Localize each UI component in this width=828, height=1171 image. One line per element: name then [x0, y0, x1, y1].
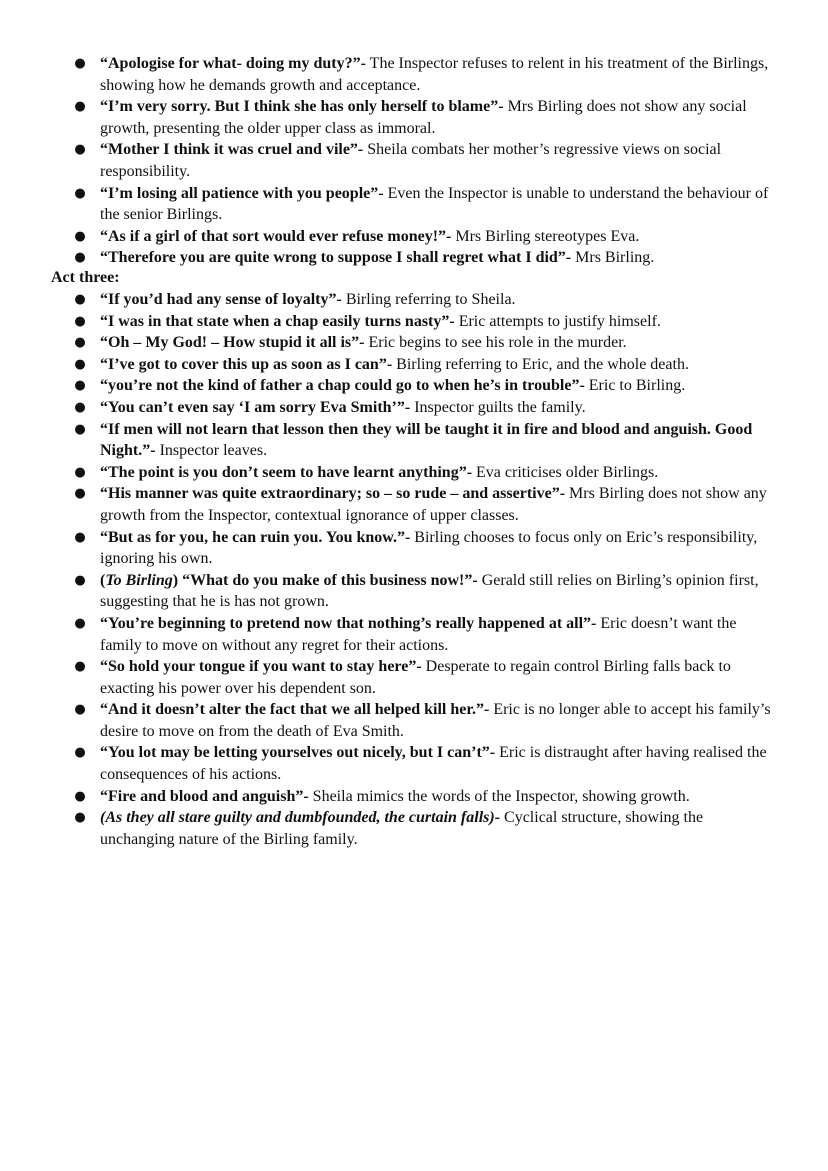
quote-text: “Apologise for what- doing my duty?”- [100, 55, 366, 72]
list-item [0, 699, 776, 742]
list-item [0, 742, 776, 785]
bullet-icon: ● [74, 250, 86, 266]
quote-text: “Therefore you are quite wrong to suppose I shall regret what I did”- [100, 249, 572, 267]
quote-text: “I’m very sorry. But I think she has only herself to blame”- [100, 98, 504, 116]
list-item [0, 247, 776, 269]
list-item [0, 613, 776, 656]
quote-text: “His manner was quite extraordinary; so – so rude – and assertive”- [100, 485, 566, 503]
act-three-quote-list [0, 289, 828, 850]
bullet-icon: ● [74, 185, 86, 201]
quote-text: “You lot may be letting yourselves out nicely, but I can’t”- [100, 744, 496, 762]
bullet-icon: ● [74, 292, 86, 307]
bullet-icon: ● [74, 399, 86, 415]
bullet-icon: ● [74, 142, 86, 158]
list-item [0, 656, 776, 699]
list-item [0, 419, 776, 462]
bullet-icon: ● [74, 313, 86, 329]
bullet-icon: ● [74, 56, 86, 71]
quote-text: “I’m losing all patience with you people”- [100, 184, 384, 202]
analysis-text: The Inspector refuses to relent in his treatment of the Birlings, showing how he demands growth and acceptance. [100, 55, 769, 94]
analysis-text: Mrs Birling does not show any social growth, presenting the older upper class as immoral. [100, 98, 747, 137]
stage-direction: To Birling [105, 571, 173, 589]
bullet-icon: ● [74, 464, 86, 480]
list-item [0, 289, 776, 311]
bullet-icon: ● [74, 745, 86, 761]
act-two-quote-list [0, 53, 828, 269]
bullet-icon: ● [74, 99, 86, 115]
list-item [0, 139, 776, 182]
analysis-text: Eric doesn’t want the family to move on without any regret for their actions. [100, 614, 737, 654]
analysis-text: Eric is distraught after having realised the consequences of his actions. [100, 744, 767, 784]
bullet-icon: ● [74, 486, 86, 502]
list-item [0, 483, 776, 526]
analysis-text: Even the Inspector is unable to understand the behaviour of the senior Birlings. [100, 184, 769, 224]
analysis-text: Inspector leaves. [155, 442, 268, 460]
quote-text: “And it doesn’t alter the fact that we all helped kill her.”- [100, 701, 490, 719]
quote-text: “If you’d had any sense of loyalty”- [100, 291, 342, 308]
list-item [0, 397, 776, 419]
analysis-text: Birling referring to Eric, and the whole death. [392, 355, 689, 373]
analysis-text: Eric to Birling. [584, 377, 686, 395]
bullet-icon: ● [74, 659, 86, 675]
quote-text: “The point is you don’t seem to have learnt anything”- [100, 463, 473, 481]
bullet-icon: ● [74, 529, 86, 545]
analysis-text: Eva criticises older Birlings. [472, 463, 659, 481]
bullet-icon: ● [74, 421, 86, 437]
analysis-text: Eric is no longer able to accept his family’s desire to move on from the death of Eva Smith. [100, 701, 771, 740]
quote-text: “But as for you, he can ruin you. You know.”- [100, 528, 411, 546]
analysis-text: Desperate to regain control Birling falls back to exacting his power over his dependent son. [100, 658, 731, 697]
list-item [0, 375, 776, 397]
analysis-text: Eric begins to see his role in the murder. [364, 334, 627, 352]
analysis-text: Birling chooses to focus only on Eric’s responsibility, ignoring his own. [100, 528, 758, 568]
list-item [0, 462, 776, 484]
stage-direction: (As they all stare guilty and dumbfounded, the curtain falls)- [100, 809, 501, 827]
analysis-text: Gerald still relies on Birling’s opinion first, suggesting that he is has not grown. [100, 571, 759, 611]
bullet-icon: ● [74, 378, 86, 394]
quote-text: “You’re beginning to pretend now that nothing’s really happened at all”- [100, 614, 597, 632]
list-item [0, 53, 776, 96]
analysis-text: Mrs Birling stereotypes Eva. [451, 227, 640, 245]
analysis-text: Mrs Birling does not show any growth from the Inspector, contextual ignorance of upper classes. [100, 485, 767, 524]
stage-close-paren: ) [172, 571, 183, 589]
list-item [0, 183, 776, 226]
bullet-icon: ● [74, 356, 86, 372]
bullet-icon: ● [74, 572, 86, 588]
list-item [0, 354, 776, 376]
analysis-text: Sheila mimics the words of the Inspector, showing growth. [308, 787, 690, 805]
bullet-icon: ● [74, 335, 86, 351]
bullet-icon: ● [74, 702, 86, 718]
analysis-text: Inspector guilts the family. [410, 398, 586, 416]
quote-text: “Oh – My God! – How stupid it all is”- [100, 334, 365, 352]
quote-text: “You can’t even say ‘I am sorry Eva Smith’”- [100, 398, 411, 416]
list-item [0, 527, 776, 570]
quote-text: “you’re not the kind of father a chap could go to when he’s in trouble”- [100, 377, 585, 395]
analysis-text: Birling referring to Sheila. [341, 291, 516, 308]
bullet-icon: ● [74, 788, 86, 804]
quote-text: “I was in that state when a chap easily turns nasty”- [100, 312, 455, 330]
list-item [0, 311, 776, 333]
list-item [0, 807, 776, 850]
analysis-text: Mrs Birling. [571, 249, 655, 267]
analysis-text: Cyclical structure, showing the unchanging nature of the Birling family. [100, 809, 704, 848]
act-three-heading: Act three: [51, 269, 120, 286]
quote-text: “What do you make of this business now!”- [182, 571, 478, 589]
quote-text: “So hold your tongue if you want to stay here”- [100, 658, 422, 676]
bullet-icon: ● [74, 615, 86, 631]
quote-text: “I’ve got to cover this up as soon as I can”- [100, 355, 393, 373]
quote-text: “If men will not learn that lesson then they will be taught it in fire and blood and anguish. Good Night.”- [100, 420, 753, 460]
list-item [0, 96, 776, 139]
quote-text: “Fire and blood and anguish”- [100, 787, 309, 805]
quote-text: “As if a girl of that sort would ever refuse money!”- [100, 227, 452, 245]
bullet-icon: ● [74, 810, 86, 826]
bullet-icon: ● [74, 228, 86, 244]
analysis-text: Sheila combats her mother’s regressive views on social responsibility. [100, 141, 722, 180]
stage-open-paren: ( [100, 571, 106, 589]
list-item [0, 332, 776, 354]
analysis-text: Eric attempts to justify himself. [454, 312, 661, 330]
quote-text: “Mother I think it was cruel and vile”- [100, 141, 364, 159]
list-item [0, 226, 776, 248]
list-item [0, 570, 776, 613]
list-item [0, 786, 776, 808]
